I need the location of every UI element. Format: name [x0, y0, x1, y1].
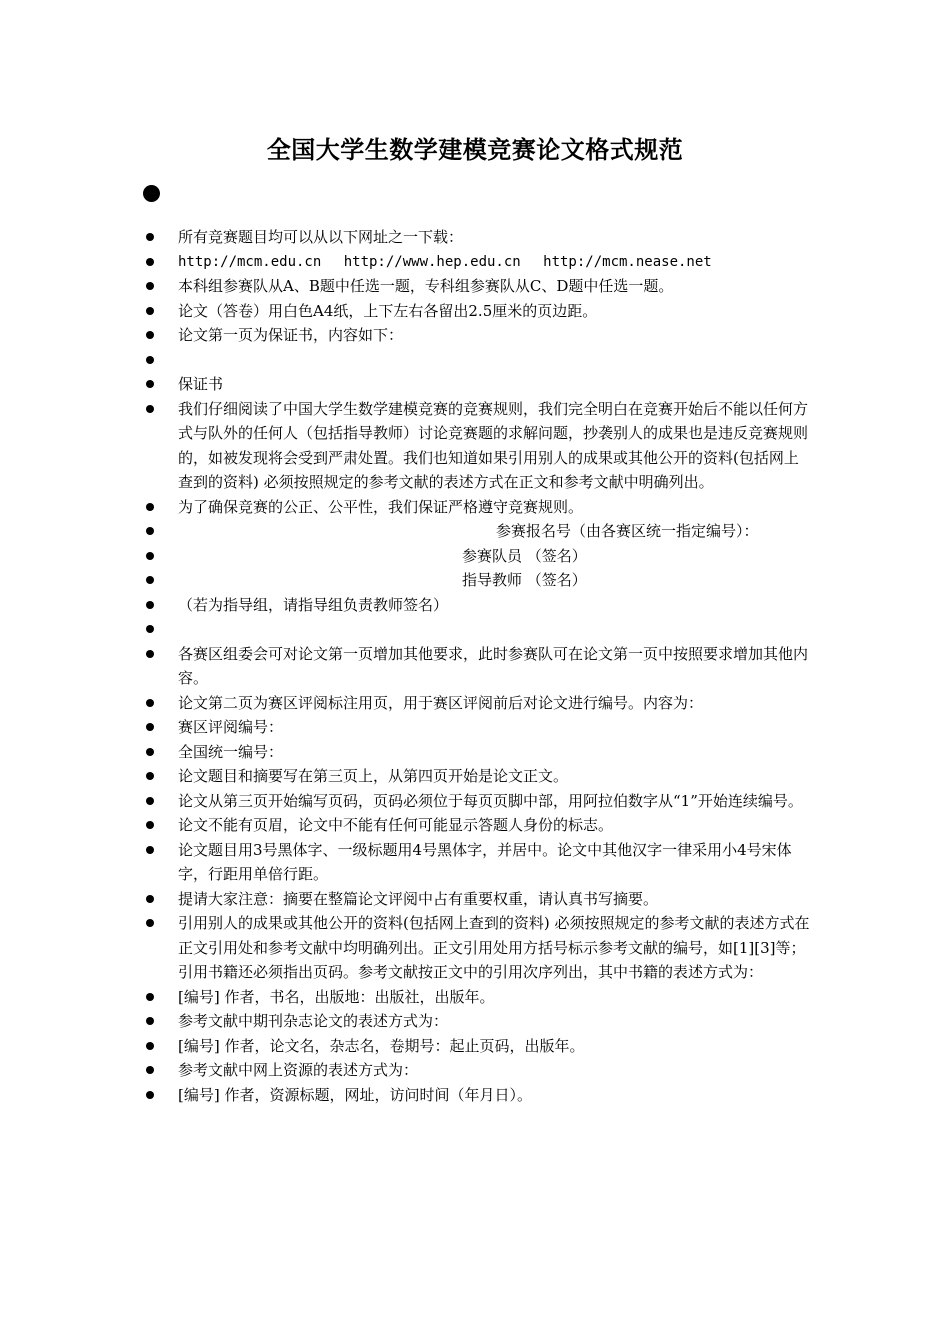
document-title: 全国大学生数学建模竞赛论文格式规范 [266, 136, 684, 164]
list-item: 参考文献中网上资源的表述方式为： [178, 1058, 810, 1083]
list-item: [编号] 作者，论文名，杂志名，卷期号：起止页码，出版年。 [178, 1034, 810, 1059]
list-item-registration-number: 参赛报名号（由各赛区统一指定编号）： [178, 519, 950, 544]
list-item: 论文第一页为保证书，内容如下： [178, 323, 810, 348]
list-item-urls: http://mcm.edu.cn http://www.hep.edu.cn http://mcm.nease.net [178, 250, 810, 275]
large-bullet-icon [143, 185, 160, 202]
list-item: 论文第二页为赛区评阅标注用页，用于赛区评阅前后对论文进行编号。内容为： [178, 691, 810, 716]
list-item-empty [178, 617, 810, 642]
list-item: 本科组参赛队从A、B题中任选一题，专科组参赛队从C、D题中任选一题。 [178, 274, 810, 299]
list-item: （若为指导组，请指导组负责教师签名） [178, 593, 810, 618]
list-item: 为了确保竞赛的公正、公平性，我们保证严格遵守竞赛规则。 [178, 495, 810, 520]
list-item: 所有竞赛题目均可以从以下网址之一下载： [178, 225, 810, 250]
list-item: 各赛区组委会可对论文第一页增加其他要求，此时参赛队可在论文第一页中按照要求增加其他内容。 [178, 642, 810, 691]
list-item: 引用别人的成果或其他公开的资料(包括网上查到的资料) 必须按照规定的参考文献的表述方式在正文引用处和参考文献中均明确列出。正文引用处用方括号标示参考文献的编号，如[1][3]等；引用书籍还必须指出页码。参考文献按正文中的引用次序列出，其中书籍的表述方式为： [178, 911, 810, 985]
list-item: 赛区评阅编号： [178, 715, 810, 740]
list-item: 论文从第三页开始编写页码，页码必须位于每页页脚中部，用阿拉伯数字从“1”开始连续编号。 [178, 789, 810, 814]
list-item-advisor-signature: 指导教师 （签名） [178, 568, 950, 593]
list-item: [编号] 作者，书名，出版地：出版社，出版年。 [178, 985, 810, 1010]
rules-list [0, 225, 950, 1107]
list-item: 全国统一编号： [178, 740, 810, 765]
list-item: 论文（答卷）用白色A4纸，上下左右各留出2.5厘米的页边距。 [178, 299, 810, 324]
list-item-heading: 保证书 [178, 372, 810, 397]
list-item: 论文不能有页眉，论文中不能有任何可能显示答题人身份的标志。 [178, 813, 810, 838]
list-item: [编号] 作者，资源标题，网址，访问时间（年月日）。 [178, 1083, 810, 1108]
list-item: 提请大家注意：摘要在整篇论文评阅中占有重要权重，请认真书写摘要。 [178, 887, 810, 912]
list-item: 论文题目用3号黑体字、一级标题用4号黑体字，并居中。论文中其他汉字一律采用小4号宋体字，行距用单倍行距。 [178, 838, 810, 887]
list-item-team-signature: 参赛队员 （签名） [178, 544, 950, 569]
list-item-pledge: 我们仔细阅读了中国大学生数学建模竞赛的竞赛规则，我们完全明白在竞赛开始后不能以任何方式与队外的任何人（包括指导教师）讨论竞赛题的求解问题，抄袭别人的成果也是违反竞赛规则的，如被发现将会受到严肃处置。我们也知道如果引用别人的成果或其他公开的资料(包括网上查到的资料) 必须按照规定的参考文献的表述方式在正文和参考文献中明确列出。 [178, 397, 810, 495]
list-item-empty [178, 348, 810, 373]
list-item: 参考文献中期刊杂志论文的表述方式为： [178, 1009, 810, 1034]
list-item: 论文题目和摘要写在第三页上，从第四页开始是论文正文。 [178, 764, 810, 789]
